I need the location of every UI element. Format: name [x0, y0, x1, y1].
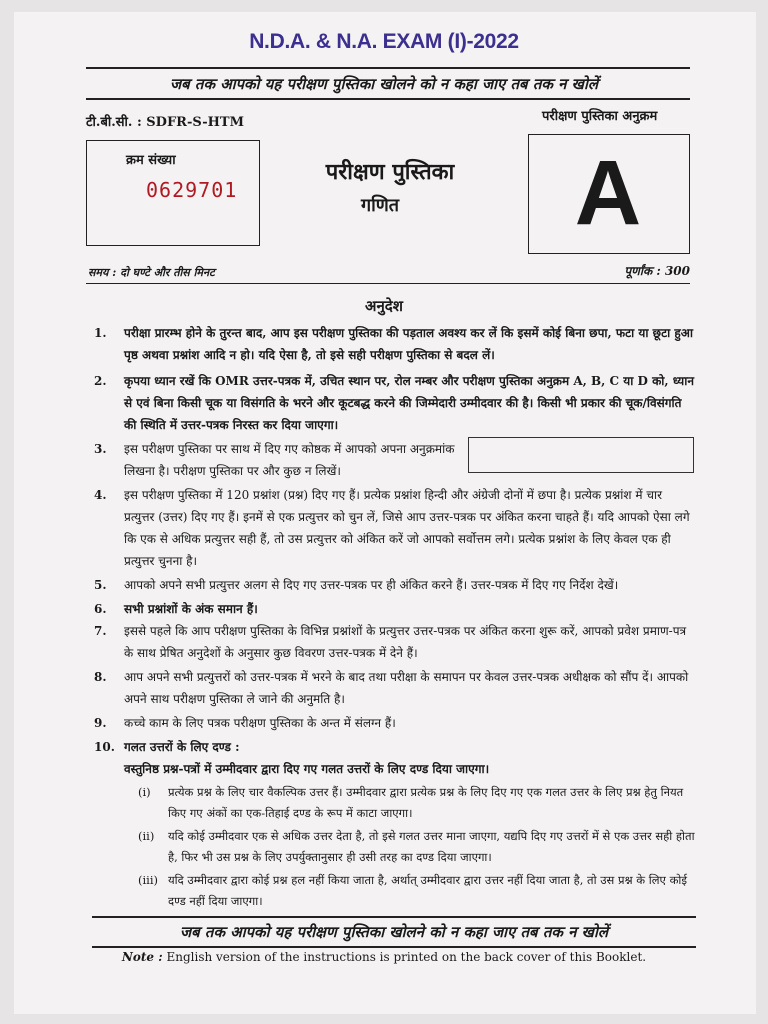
instruction-text: परीक्षा प्रारम्भ होने के तुरन्त बाद, आप इस परीक्षण पुस्तिका की पड़ताल अवश्य कर लें कि इसमें कोई बिना छपा, फटा या छूटा हुआ पृष्ठ अथवा प्रश्नांश आदि न हो। यदि ऐसा है, तो इसे सही परीक्षण पुस्तिका से बदल लें। — [124, 326, 694, 362]
instruction-text: इससे पहले कि आप परीक्षण पुस्तिका के विभिन्न प्रश्नांशों के प्रत्युत्तर उत्तर-पत्रक पर अंकित करना शुरू करें, आपको प्रवेश प्रमाण-पत्र के साथ प्रेषित अनुदेशों के अनुसार कुछ विवरण उत्तर-पत्रक में देने हैं। — [124, 624, 687, 660]
instruction-item — [94, 598, 694, 620]
instruction-text: कच्चे काम के लिए पत्रक परीक्षण पुस्तिका के अन्त में संलग्न हैं। — [124, 716, 396, 730]
instruction-item — [94, 736, 694, 758]
penalty-heading: वस्तुनिष्ठ प्रश्न-पत्रों में उम्मीदवार द्वारा दिए गए गलत उत्तरों के लिए दण्ड दिया जाएगा। — [124, 762, 490, 776]
instruction-number: 3. — [94, 442, 107, 456]
instruction-text: इस परीक्षण पुस्तिका पर साथ में दिए गए कोष्ठक में आपको अपना अनुक्रमांक लिखना है। परीक्षण पुस्तिका पर और कुछ न लिखें। — [124, 442, 455, 478]
english-note — [0, 950, 768, 964]
instruction-number: 10. — [94, 740, 115, 754]
booklet-title: परीक्षण पुस्तिका — [325, 159, 455, 185]
serial-number: 0629701 — [146, 178, 238, 202]
instruction-number: 4. — [94, 488, 107, 502]
penalty-text: यदि कोई उम्मीदवार एक से अधिक उत्तर देता है, तो इसे गलत उत्तर माना जाएगा, यद्यपि दिए गए उत्तरों में से एक उत्तर सही होता है, फिर भी उस प्रश्न के लिए उपर्युक्तानुसार ही उसी तरह का दण्ड दिया जाएगा। — [168, 829, 695, 864]
top-banner: जब तक आपको यह परीक्षण पुस्तिका खोलने को न कहा जाए तब तक न खोलें — [169, 75, 599, 93]
note-label: Note : — [121, 950, 163, 964]
instruction-item — [94, 370, 694, 436]
header-rule — [86, 283, 690, 284]
serial-label: क्रम संख्या — [126, 153, 176, 168]
instruction-text: कृपया ध्यान रखें कि OMR उत्तर-पत्रक में, उचित स्थान पर, रोल नम्बर और परीक्षण पुस्तिका अनुक्रम A, B, C या D को, ध्यान से एवं बिना किसी चूक या विसंगति के भरने और कूटबद्ध करने की जिम्मेदारी उम्मीदवार की है। किसी भी प्रकार की चूक/विसंगति की स्थिति में उत्तर-पत्रक निरस्त कर दिया जाएगा। — [124, 374, 695, 432]
instruction-number: 9. — [94, 716, 107, 730]
penalty-number: (i) — [138, 785, 151, 799]
instruction-text: इस परीक्षण पुस्तिका में 120 प्रश्नांश (प्रश्न) दिए गए हैं। प्रत्येक प्रश्नांश हिन्दी और अंग्रेजी दोनों में छपा है। प्रत्येक प्रश्नांश में चार प्रत्युत्तर (उत्तर) दिए गए हैं। इनमें से एक प्रत्युत्तर को चुन लें, जिसे आप उत्तर-पत्रक पर अंकित करना चाहते हैं। यदि आपको ऐसा लगे कि एक से अधिक प्रत्युत्तर सही हैं, तो उस प्रत्युत्तर को अंकित करें जो आपको सर्वोत्तम लगे। प्रत्येक प्रश्नांश के लिए केवल एक ही प्रत्युत्तर चुनना है। — [124, 488, 690, 568]
roll-number-box[interactable] — [468, 437, 694, 473]
instruction-number: 7. — [94, 624, 107, 638]
instruction-text: आप अपने सभी प्रत्युत्तरों को उत्तर-पत्रक में भरने के बाद तथा परीक्षा के समापन पर केवल उत्तर-पत्रक अधीक्षक को सौंप दें। आपको अपने साथ परीक्षण पुस्तिका ले जाने की अनुमति है। — [124, 670, 689, 706]
penalty-text: प्रत्येक प्रश्न के लिए चार वैकल्पिक उत्तर हैं। उम्मीदवार द्वारा प्रत्येक प्रश्न के लिए दिए गए एक गलत उत्तर के लिए प्रश्न हेतु नियत किए गए अंकों का एक-तिहाई दण्ड के रूप में काटा जाएगा। — [168, 785, 684, 820]
instruction-item — [94, 620, 694, 664]
series-letter: A — [574, 142, 642, 244]
time-duration: समय : दो घण्टे और तीस मिनट — [88, 266, 215, 279]
instruction-number: 1. — [94, 326, 107, 340]
subject-title: गणित — [360, 195, 400, 216]
penalty-text: यदि उम्मीदवार द्वारा कोई प्रश्न हल नहीं किया जाता है, अर्थात् उम्मीदवार द्वारा उत्तर नहीं दिया जाता है, तो उस प्रश्न के लिए कोई दण्ड नहीं दिया जाएगा। — [168, 873, 688, 908]
instruction-item — [94, 438, 464, 482]
instruction-item — [94, 666, 694, 710]
penalty-item — [138, 870, 696, 912]
max-marks: पूर्णांक : 300 — [624, 264, 690, 278]
instruction-number: 2. — [94, 374, 107, 388]
penalty-number: (ii) — [138, 829, 155, 843]
penalty-number: (iii) — [138, 873, 159, 887]
instruction-text: गलत उत्तरों के लिए दण्ड : — [124, 740, 240, 754]
top-banner-underline — [86, 98, 690, 100]
instruction-item — [94, 322, 694, 366]
bottom-rule — [92, 916, 696, 918]
instruction-item — [94, 574, 694, 596]
bottom-banner-underline — [92, 946, 696, 948]
instruction-number: 5. — [94, 578, 107, 592]
penalty-item — [138, 782, 696, 824]
instruction-item — [94, 484, 694, 572]
instruction-item — [94, 712, 694, 734]
tbc-code: टी.बी.सी. : SDFR-S-HTM — [86, 115, 244, 130]
penalty-item — [138, 826, 696, 868]
instructions-title: अनुदेश — [365, 297, 403, 315]
series-label: परीक्षण पुस्तिका अनुक्रम — [542, 109, 658, 124]
exam-title: N.D.A. & N.A. EXAM (I)-2022 — [249, 30, 519, 53]
bottom-banner: जब तक आपको यह परीक्षण पुस्तिका खोलने को न कहा जाए तब तक न खोलें — [179, 923, 609, 941]
top-rule — [86, 67, 690, 69]
note-text: English version of the instructions is printed on the back cover of this Booklet. — [166, 950, 647, 964]
instruction-number: 8. — [94, 670, 107, 684]
instruction-text: आपको अपने सभी प्रत्युत्तर अलग से दिए गए उत्तर-पत्रक पर ही अंकित करने हैं। उत्तर-पत्रक में दिए गए निर्देश देखें। — [124, 578, 619, 592]
instruction-number: 6. — [94, 602, 107, 616]
instruction-text: सभी प्रश्नांशों के अंक समान हैं। — [124, 602, 258, 616]
